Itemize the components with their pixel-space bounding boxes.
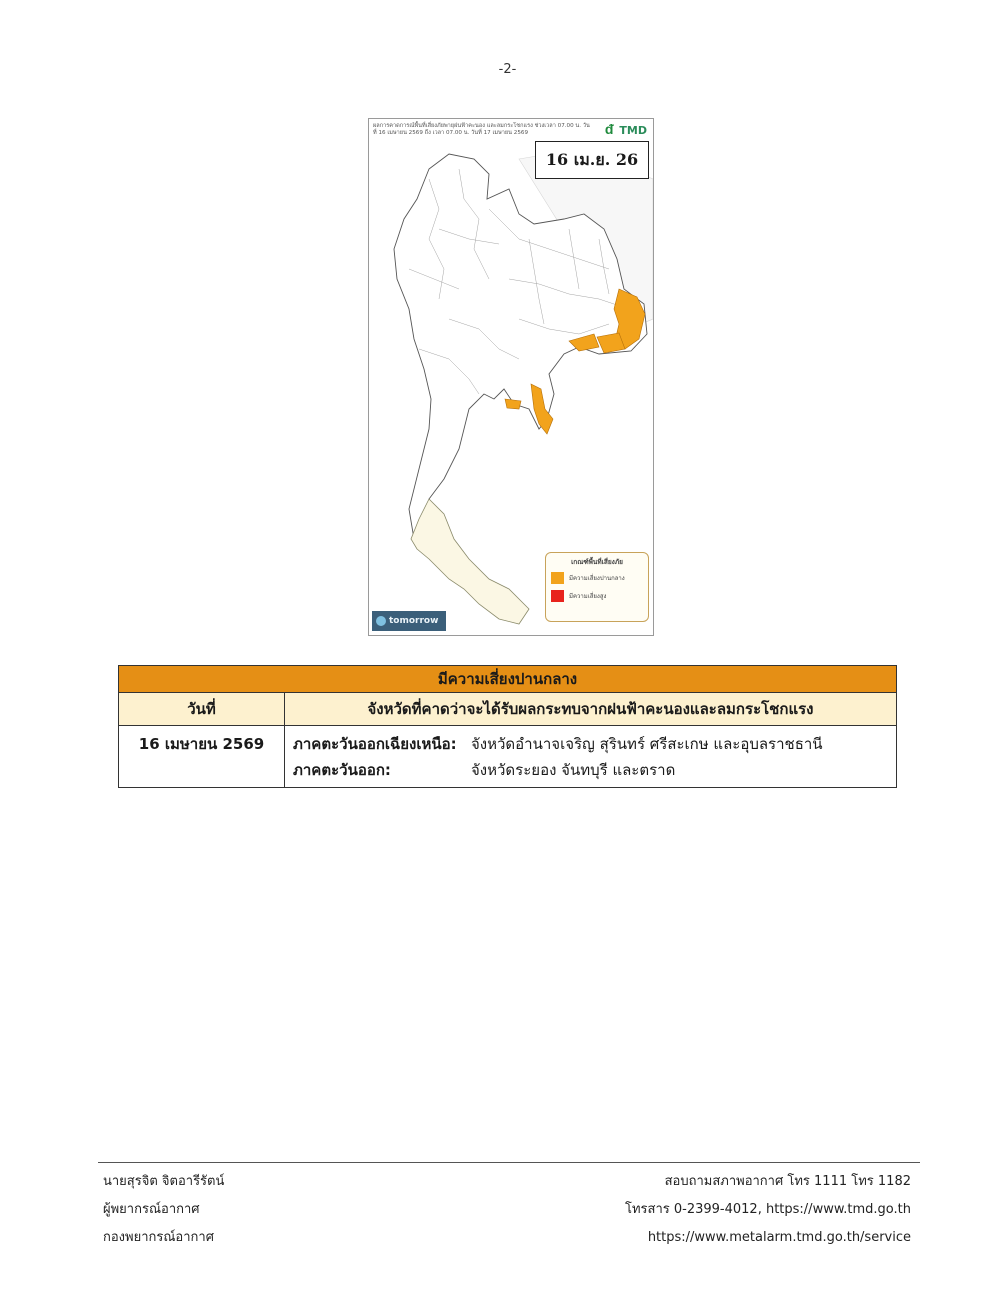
region-name: ภาคตะวันออกเฉียงเหนือ: [293,735,457,753]
tomorrow-watermark: tomorrow [372,611,446,631]
tomorrow-logo-icon [376,616,386,626]
moderate-swatch [551,572,564,584]
contact-fax-link[interactable]: โทรสาร 0-2399-4012, https://www.tmd.go.th [625,1202,911,1217]
map-header-text: ผลการคาดการณ์พื้นที่เสี่ยงภัยพายุฝนฟ้าคะนอง และลมกระโชกแรง ช่วงเวลา 07.00 น. วันที่ 16 เมษายน 2569 ถึง เวลา 07.00 น. วันที่ 17 เมษายน 2569 [373,123,590,136]
legend-item-high: มีความเสี่ยงสูง [551,590,643,602]
metalarm-link[interactable]: https://www.metalarm.tmd.go.th/service [647,1230,911,1245]
region-provinces: จังหวัดระยอง จันทบุรี และตราด [471,761,676,779]
high-swatch [551,590,564,602]
division-name: กองพยากรณ์อากาศ [103,1230,214,1245]
footer-signature [103,1168,224,1252]
page-number: -2- [498,62,517,77]
tmd-logo: ᵭ TMD [604,122,647,138]
region-provinces: จังหวัดอำนาจเจริญ สุรินทร์ ศรีสะเกษ และอุบลราชธานี [471,735,823,753]
row-provinces [285,726,897,788]
column-header-date: วันที่ [119,693,285,726]
table-row [119,726,897,788]
footer-divider [98,1162,920,1163]
region-line [293,757,888,783]
legend-title: เกณฑ์พื้นที่เสี่ยงภัย [571,558,623,566]
map-legend [545,552,649,622]
footer-contact [625,1168,911,1252]
region-line [293,731,888,757]
column-header-provinces: จังหวัดที่คาดว่าจะได้รับผลกระทบจากฝนฟ้าคะนองและลมกระโชกแรง [285,693,897,726]
row-date: 16 เมษายน 2569 [119,726,285,788]
contact-phone: สอบถามสภาพอากาศ โทร 1111 โทร 1182 [664,1174,911,1189]
legend-item-moderate: มีความเสี่ยงปานกลาง [551,572,643,584]
risk-table [118,665,897,788]
tmd-emblem-icon: ᵭ [604,122,614,138]
risk-level-header: มีความเสี่ยงปานกลาง [119,666,897,693]
forecaster-name: นายสุรจิต จิตอารีรัตน์ [103,1174,225,1189]
region-name: ภาคตะวันออก: [293,761,391,779]
map-date-label: 16 เม.ย. 26 [535,141,649,179]
forecaster-title: ผู้พยากรณ์อากาศ [103,1202,200,1217]
